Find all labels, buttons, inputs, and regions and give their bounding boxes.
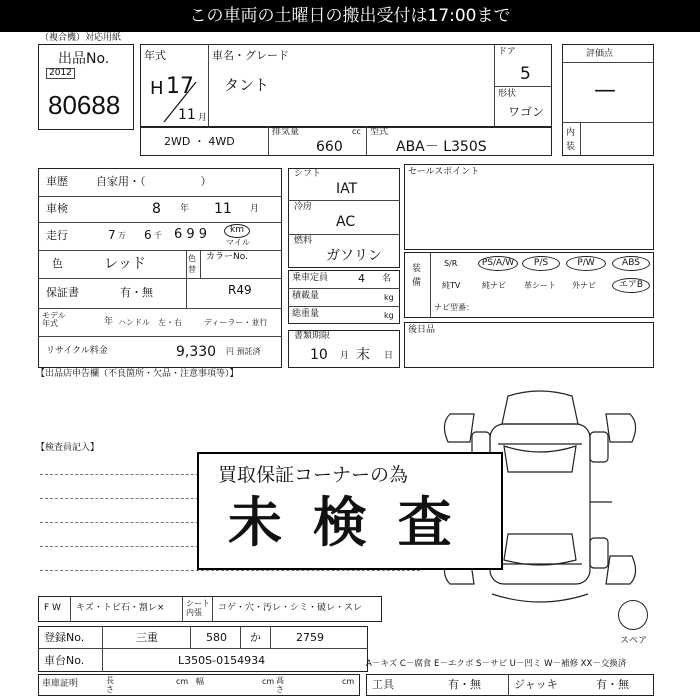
displacement-value: 660 xyxy=(316,139,343,155)
lot-year-tag: 2012 xyxy=(46,68,75,79)
warranty-value: 有・無 xyxy=(120,286,153,299)
exhibitor-note-label: 【出品店申告欄（不良箇所・欠品・注意事項等）】 xyxy=(36,369,239,379)
shift-label: シフト xyxy=(294,169,322,179)
doors-label: ドア xyxy=(498,47,516,57)
jack-label: ジャッキ xyxy=(514,678,558,691)
garage-length-unit: cm xyxy=(176,677,189,686)
detail-table xyxy=(38,168,282,368)
damage-legend: A－キズ C－腐食 E－エクボ S－サビ U－凹ミ W－補修 XX－交換済 xyxy=(366,659,627,669)
sales-point-label: セールスポイント xyxy=(408,167,480,177)
chassis-label: 車台No. xyxy=(44,654,85,667)
drive-options: 2WD ・ 4WD xyxy=(164,135,235,148)
registration-number: 2759 xyxy=(296,631,324,644)
model-type-year-unit: 年 xyxy=(104,317,114,327)
saturday-pickup-banner: この車両の土曜日の搬出受付は17:00まで xyxy=(0,0,700,32)
dealer-type: ディーラー・並行 xyxy=(204,318,268,327)
unit-km-oval: km xyxy=(224,224,250,238)
shape-value: ワゴン xyxy=(508,105,545,119)
ac-value: AC xyxy=(336,214,356,230)
car-name-label: 車名・グレード xyxy=(212,49,289,62)
doc-deadline-note: 末 xyxy=(356,347,370,363)
equip-leather: 革シート xyxy=(524,281,556,290)
navi-model-label: ナビ型番： xyxy=(434,303,474,312)
inspection-month-unit: 月 xyxy=(250,204,260,214)
jack-value: 有・無 xyxy=(596,678,629,691)
displacement-label: 排気量 xyxy=(272,127,300,137)
model-month-unit: 月 xyxy=(198,113,208,123)
unit-mile: マイル xyxy=(226,238,250,247)
doors-value: 5 xyxy=(520,64,531,84)
equip-sr: S/R xyxy=(444,259,458,268)
color-no-label: カラーNo. xyxy=(206,252,248,262)
model-code-value: ABA－ L350S xyxy=(396,139,487,155)
gross-label: 総重量 xyxy=(292,309,320,319)
garage-length: 長さ xyxy=(106,676,114,694)
mileage-sen-unit: 千 xyxy=(154,231,162,240)
inspection-year: 8 xyxy=(152,201,161,217)
garage-width: 幅 xyxy=(196,677,204,686)
recycle-value: 9,330 xyxy=(176,344,217,360)
mileage-sen: 6 xyxy=(144,228,152,242)
model-month-value: 11 xyxy=(178,107,196,123)
registration-kana: か xyxy=(250,631,261,644)
model-year-label: 年式 xyxy=(144,49,166,62)
load-unit: kg xyxy=(384,293,394,302)
inspection-year-unit: 年 xyxy=(180,204,190,214)
equipment-label: 装備 xyxy=(412,264,422,288)
garage-width-unit: cm xyxy=(262,677,275,686)
lot-number: 80688 xyxy=(48,90,121,120)
load-label: 積載量 xyxy=(292,291,320,301)
spare-label: スペア xyxy=(620,636,648,646)
tools-value: 有・無 xyxy=(448,678,481,691)
equip-pw: P/W xyxy=(566,256,606,271)
score-label: 評価点 xyxy=(586,49,614,59)
equip-ext-navi: 外ナビ xyxy=(572,281,596,290)
fw-label: F W xyxy=(44,603,61,613)
fw-value: キズ・トビ石・割レ× xyxy=(76,603,165,613)
warranty-label: 保証書 xyxy=(46,286,79,299)
registration-label: 登録No. xyxy=(44,631,85,644)
mileage-label: 走行 xyxy=(46,229,68,242)
capacity-value: 4 xyxy=(358,272,365,285)
registration-pref: 三重 xyxy=(136,631,158,644)
after-items-label: 後日品 xyxy=(408,325,436,335)
doc-deadline-month-unit: 月 xyxy=(340,351,350,361)
model-year-value: 17 xyxy=(166,74,194,99)
color-label: 色 xyxy=(52,257,63,270)
color-no-value: R49 xyxy=(228,283,252,297)
inspector-label: 【検査員記入】 xyxy=(36,443,100,453)
handle-side: ハンドル 左・右 xyxy=(118,318,182,327)
equip-tv: 純TV xyxy=(442,281,461,290)
fuel-label: 燃料 xyxy=(294,236,313,246)
equip-navi: 純ナビ xyxy=(482,281,506,290)
mileage-man: 7 xyxy=(108,228,116,242)
history-value: 自家用・（ ） xyxy=(96,175,212,188)
equip-psaw: PS/A/W xyxy=(478,256,518,271)
stamp-line2: 未 検 査 xyxy=(228,491,458,554)
spare-tire-icon xyxy=(618,600,648,630)
model-code-label: 型式 xyxy=(370,127,389,137)
equip-airbag: エアB xyxy=(612,278,650,293)
displacement-unit: cc xyxy=(352,127,361,136)
color-change-label: 色替 xyxy=(188,254,196,274)
color-value: レッド xyxy=(104,256,146,272)
ac-label: 冷房 xyxy=(294,202,313,212)
recycle-unit: 円 預託済 xyxy=(226,347,261,356)
chassis-value: L350S-0154934 xyxy=(178,654,266,667)
model-year-era: H xyxy=(150,78,164,99)
stamp-line1: 買取保証コーナーの為 xyxy=(218,464,409,486)
shape-label: 形状 xyxy=(498,89,517,99)
equip-ps: P/S xyxy=(522,256,560,271)
gross-unit: kg xyxy=(384,311,394,320)
car-name-value: タント xyxy=(224,76,270,94)
garage-height: 高さ xyxy=(276,676,284,694)
lot-label: 出品No. xyxy=(58,51,110,67)
form-type-note: （複合機）対応用紙 xyxy=(40,33,122,43)
capacity-unit: 名 xyxy=(382,274,392,284)
seat-label: シート内張 xyxy=(186,599,210,617)
model-type-label: モデル年式 xyxy=(42,311,66,328)
interior-label: 内装 xyxy=(566,128,576,152)
history-label: 車歴 xyxy=(46,175,68,188)
equip-abs: ABS xyxy=(612,256,650,271)
garage-cert-label: 車庫証明 xyxy=(42,679,79,689)
mileage-rest: 6 9 9 xyxy=(174,227,208,242)
after-items-box xyxy=(404,322,654,368)
capacity-label: 乗車定員 xyxy=(292,273,329,283)
garage-height-unit: cm xyxy=(342,677,355,686)
inspection-month: 11 xyxy=(214,201,232,217)
fuel-value: ガソリン xyxy=(326,248,382,264)
doc-deadline-month: 10 xyxy=(310,347,328,363)
recycle-label: リサイクル料金 xyxy=(46,346,108,356)
inspection-label: 車検 xyxy=(46,202,68,215)
doc-deadline-label: 書類期限 xyxy=(294,331,331,341)
seat-value: コゲ・穴・汚レ・シミ・破レ・スレ xyxy=(218,603,363,613)
registration-class: 580 xyxy=(206,631,227,644)
shift-value: IAT xyxy=(336,181,358,197)
score-value: — xyxy=(594,78,616,103)
tools-label: 工具 xyxy=(372,678,394,691)
doc-deadline-day-unit: 日 xyxy=(384,351,394,361)
mileage-man-unit: 万 xyxy=(118,231,126,240)
